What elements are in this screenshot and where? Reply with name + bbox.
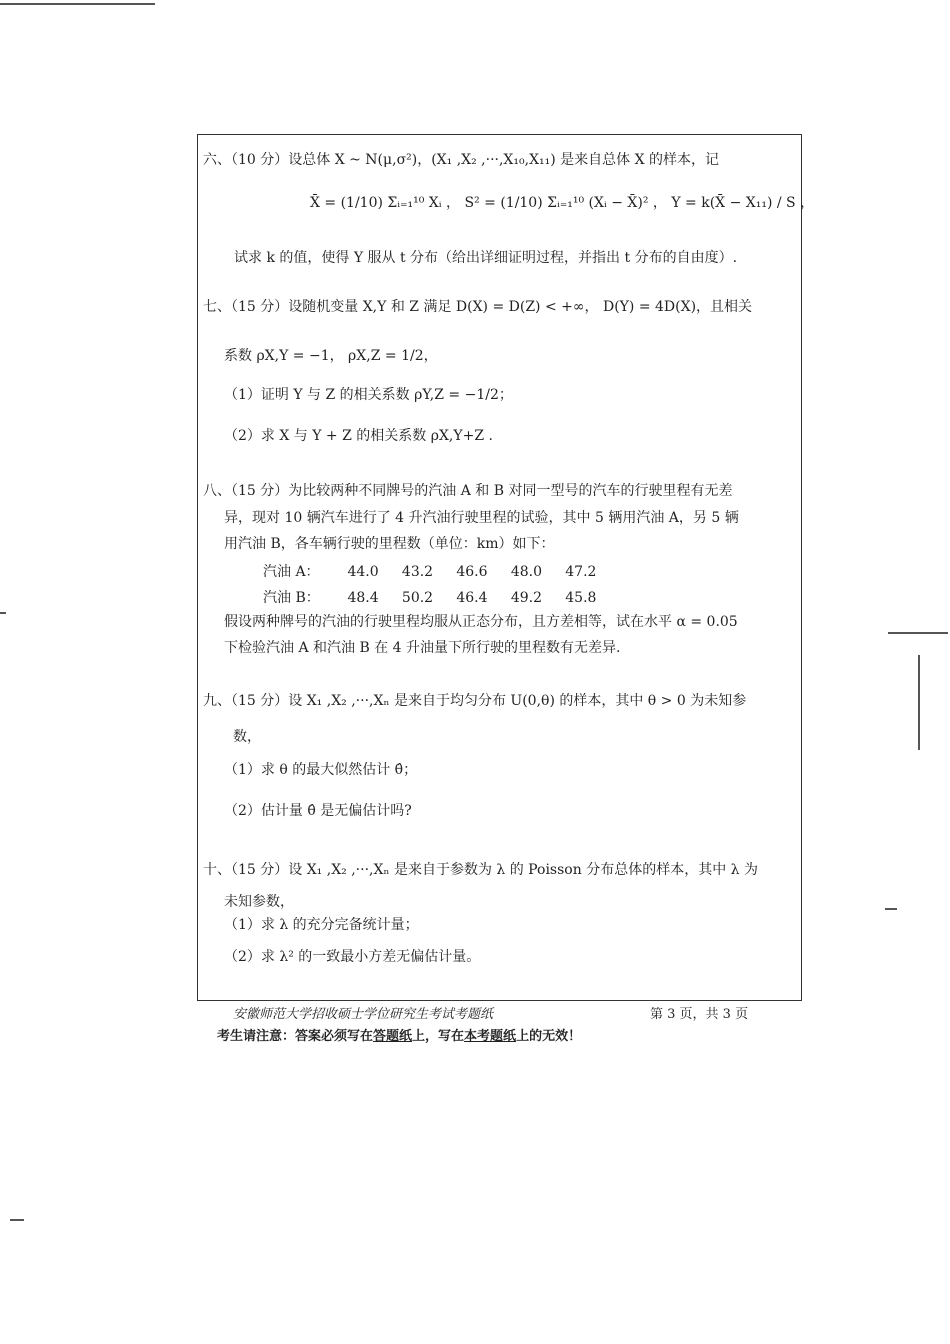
fuel-a-value: 46.6 <box>456 564 488 580</box>
q9-line2: 数， <box>233 729 261 745</box>
fuel-a-row <box>263 561 615 581</box>
notice-middle: 上，写在 <box>412 1029 465 1044</box>
q8-line5: 下检验汽油 A 和汽油 B 在 4 升油量下所行驶的里程数有无差异. <box>224 640 621 656</box>
notice-suffix: 上的无效！ <box>516 1029 582 1044</box>
q10-line4: （2）求 λ² 的一致最小方差无偏估计量。 <box>224 949 481 965</box>
q6-line3: 试求 k 的值，使得 Y 服从 t 分布（给出详细证明过程，并指出 t 分布的自由度）. <box>234 250 738 266</box>
scan-edge-line <box>885 908 897 910</box>
fuel-b-label: 汽油 B： <box>263 590 320 606</box>
fuel-a-label: 汽油 A： <box>263 564 320 580</box>
q10-line2: 未知参数， <box>224 894 294 910</box>
q9-line1: 九、（15 分）设 X₁ ,X₂ ,···,Xₙ 是来自于均匀分布 U(0,θ) 的样本，其中 θ > 0 为未知参 <box>203 693 747 709</box>
footer-page: 第 3 页，共 3 页 <box>650 1007 749 1022</box>
scan-edge-line <box>888 632 948 634</box>
fuel-b-value: 49.2 <box>510 590 542 606</box>
q10-line1: 十、（15 分）设 X₁ ,X₂ ,···,Xₙ 是来自于参数为 λ 的 Poisson 分布总体的样本，其中 λ 为 <box>203 862 758 878</box>
scan-edge-line <box>0 612 6 614</box>
q9-line4: （2）估计量 θ̂ 是无偏估计吗? <box>224 803 412 819</box>
notice-exam-sheet: 本考题纸 <box>464 1029 517 1044</box>
scan-edge-line <box>0 3 155 5</box>
q10-line3: （1）求 λ 的充分完备统计量； <box>224 917 419 933</box>
footer-title: 安徽师范大学招收硕士学位研究生考试考题纸 <box>233 1007 494 1022</box>
scan-edge-line <box>918 655 920 750</box>
fuel-a-value: 44.0 <box>347 564 379 580</box>
fuel-b-row <box>263 587 615 607</box>
q6-formula: X̄ = (1/10) Σᵢ₌₁¹⁰ Xᵢ ， S² = (1/10) Σᵢ₌₁¹⁰ (Xᵢ − X̄)² ， Y = k(X̄ − X₁₁) / S ， <box>310 195 815 211</box>
notice-prefix: 考生请注意：答案必须写在 <box>217 1029 374 1044</box>
q8-line1: 八、（15 分）为比较两种不同牌号的汽油 A 和 B 对同一型号的汽车的行驶里程有无差 <box>203 483 733 499</box>
q7-line4: （2）求 X 与 Y + Z 的相关系数 ρX,Y+Z . <box>224 428 493 444</box>
scan-edge-line <box>10 1219 24 1221</box>
fuel-b-value: 46.4 <box>456 590 488 606</box>
fuel-b-value: 45.8 <box>565 590 597 606</box>
q8-line2: 异，现对 10 辆汽车进行了 4 升汽油行驶里程的试验，其中 5 辆用汽油 A，另 5 辆 <box>224 510 739 526</box>
fuel-b-value: 50.2 <box>401 590 434 606</box>
q7-line3: （1）证明 Y 与 Z 的相关系数 ρY,Z = −1/2； <box>224 387 513 403</box>
fuel-a-value: 43.2 <box>401 564 434 580</box>
q7-line2: 系数 ρX,Y = −1， ρX,Z = 1/2， <box>224 348 438 364</box>
q6-line1: 六、（10 分）设总体 X ~ N(μ,σ²)，(X₁ ,X₂ ,···,X₁₀,X₁₁) 是来自总体 X 的样本，记 <box>203 152 720 168</box>
q9-line3: （1）求 θ 的最大似然估计 θ̂； <box>224 762 418 778</box>
q8-line4: 假设两种牌号的汽油的行驶里程均服从正态分布，且方差相等，试在水平 α = 0.05 <box>224 614 738 630</box>
q8-line3: 用汽油 B，各车辆行驶的里程数（单位：km）如下： <box>224 536 555 552</box>
q7-line1: 七、（15 分）设随机变量 X,Y 和 Z 满足 D(X) = D(Z) < +∞， D(Y) = 4D(X)，且相关 <box>203 299 753 315</box>
notice-answer-sheet: 答题纸 <box>373 1029 413 1044</box>
candidate-notice <box>217 1025 581 1044</box>
fuel-a-value: 48.0 <box>510 564 542 580</box>
fuel-b-value: 48.4 <box>347 590 379 606</box>
fuel-a-value: 47.2 <box>565 564 597 580</box>
